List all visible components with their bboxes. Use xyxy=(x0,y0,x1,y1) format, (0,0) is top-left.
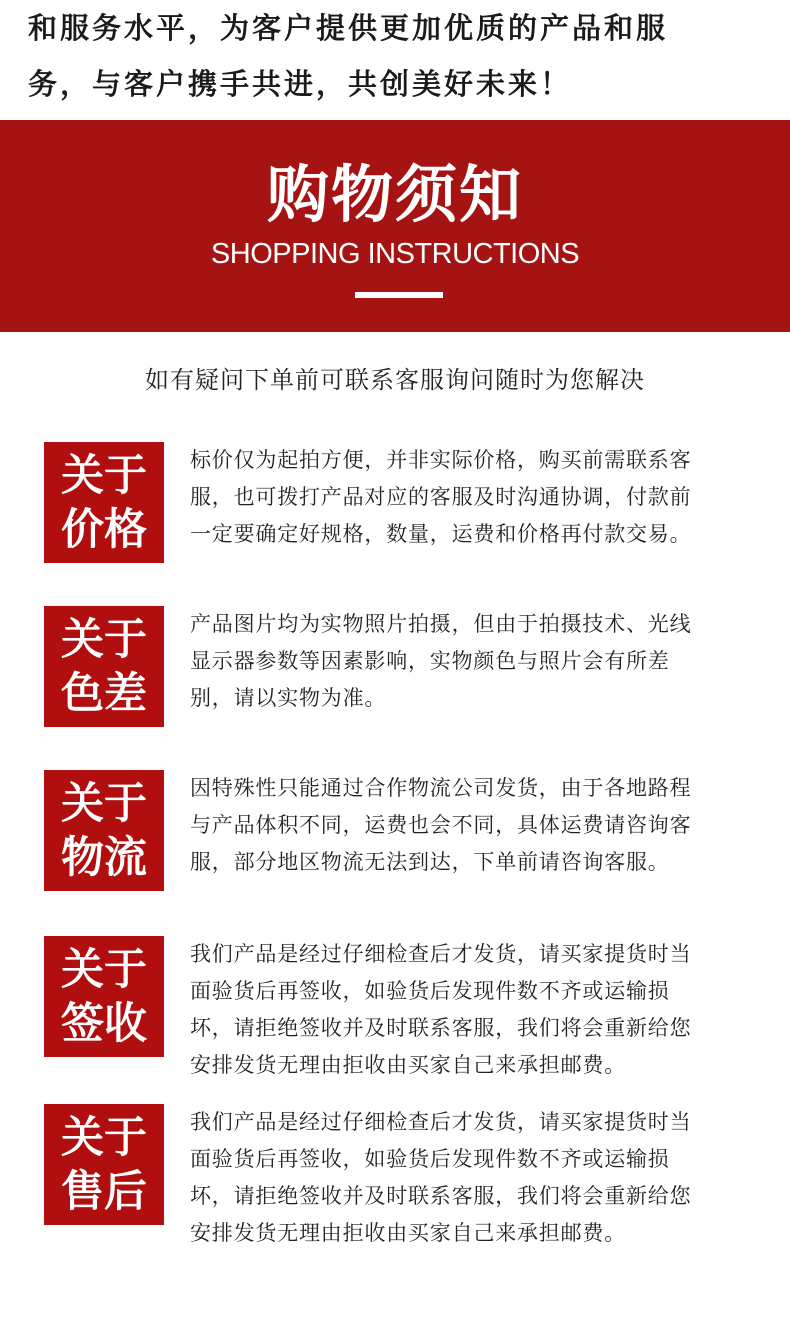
badge-label-bottom: 签收 xyxy=(61,999,147,1049)
text-line: 服，也可拨打产品对应的客服及时沟通协调，付款前 xyxy=(190,485,692,509)
intro-paragraph xyxy=(28,0,768,112)
badge-label-bottom: 价格 xyxy=(61,505,147,555)
text-line: 安排发货无理由拒收由买家自己来承担邮费。 xyxy=(190,1221,626,1245)
text-line: 标价仅为起拍方便，并非实际价格，购买前需联系客 xyxy=(190,448,692,472)
section-text xyxy=(190,606,755,717)
badge-price xyxy=(44,442,164,563)
text-line: 坏，请拒绝签收并及时联系客服，我们将会重新给您 xyxy=(190,1184,692,1208)
section-text xyxy=(190,770,755,881)
badge-after-sales xyxy=(44,1104,164,1225)
badge-label-top: 关于 xyxy=(61,451,147,501)
badge-label-top: 关于 xyxy=(61,615,147,665)
text-line: 因特殊性只能通过合作物流公司发货，由于各地路程 xyxy=(190,776,692,800)
badge-label-bottom: 色差 xyxy=(61,669,147,719)
banner-divider xyxy=(355,292,443,298)
text-line: 我们产品是经过仔细检查后才发货，请买家提货时当 xyxy=(190,942,692,966)
text-line: 服，部分地区物流无法到达，下单前请咨询客服。 xyxy=(190,850,670,874)
text-line: 面验货后再签收，如验货后发现件数不齐或运输损 xyxy=(190,1147,670,1171)
section-text xyxy=(190,1104,755,1252)
text-line: 安排发货无理由拒收由买家自己来承担邮费。 xyxy=(190,1053,626,1077)
badge-label-top: 关于 xyxy=(61,945,147,995)
badge-color-difference xyxy=(44,606,164,727)
badge-label-top: 关于 xyxy=(61,1113,147,1163)
intro-line: 务，与客户携手共进，共创美好未来！ xyxy=(28,67,573,101)
banner-title: 购物须知 xyxy=(266,158,523,231)
text-line: 坏，请拒绝签收并及时联系客服，我们将会重新给您 xyxy=(190,1016,692,1040)
text-line: 别，请以实物为准。 xyxy=(190,686,387,710)
text-line: 与产品体积不同，运费也会不同，具体运费请咨询客 xyxy=(190,813,692,837)
badge-logistics xyxy=(44,770,164,891)
section-text xyxy=(190,936,755,1084)
badge-label-bottom: 售后 xyxy=(61,1167,147,1217)
badge-label-top: 关于 xyxy=(61,779,147,829)
text-line: 显示器参数等因素影响，实物颜色与照片会有所差 xyxy=(190,649,670,673)
banner-subtitle: SHOPPING INSTRUCTIONS xyxy=(210,238,580,270)
shopping-instructions-banner xyxy=(0,120,790,332)
badge-receipt xyxy=(44,936,164,1057)
badge-label-bottom: 物流 xyxy=(61,833,147,883)
contact-notice: 如有疑问下单前可联系客服询问随时为您解决 xyxy=(145,366,645,394)
section-text xyxy=(190,442,755,553)
intro-line: 和服务水平，为客户提供更加优质的产品和服 xyxy=(28,11,669,45)
text-line: 产品图片均为实物照片拍摄，但由于拍摄技术、光线 xyxy=(190,612,692,636)
text-line: 面验货后再签收，如验货后发现件数不齐或运输损 xyxy=(190,979,670,1003)
text-line: 我们产品是经过仔细检查后才发货，请买家提货时当 xyxy=(190,1110,692,1134)
text-line: 一定要确定好规格，数量，运费和价格再付款交易。 xyxy=(190,522,692,546)
